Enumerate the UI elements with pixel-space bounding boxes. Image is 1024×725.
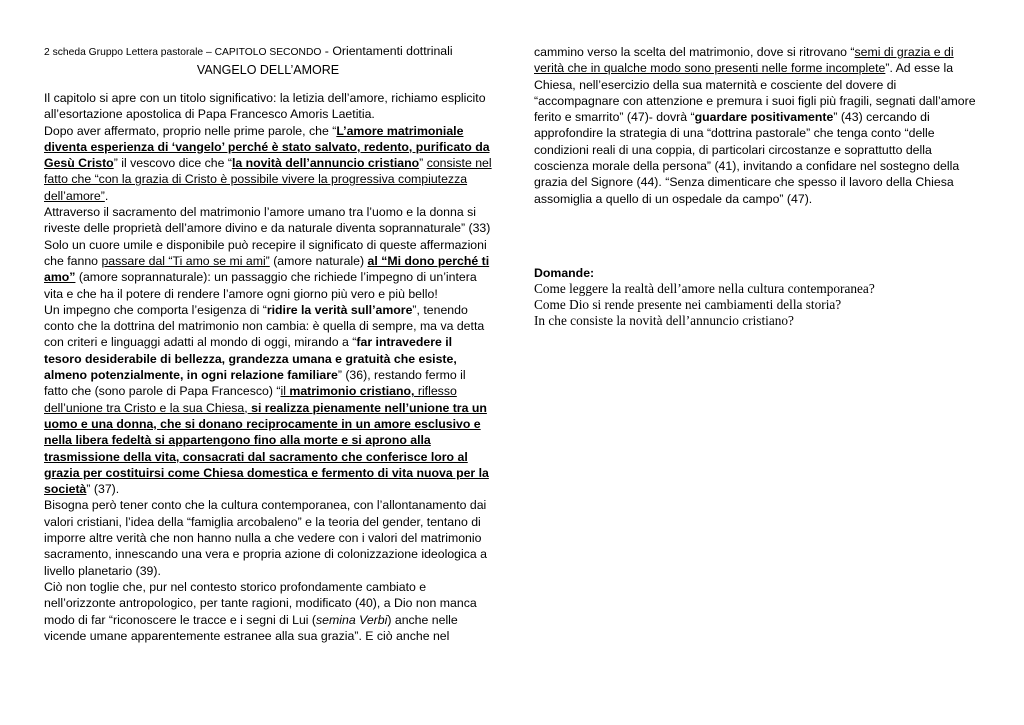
text-span: Un impegno che comporta l’esigenza di “ [44, 302, 267, 317]
right-column [534, 44, 982, 329]
text-span: ” (37). [86, 482, 120, 497]
text-span: ) anche nelle vicende umane apparentemente estranee alla sua grazia”. E ciò anche nel [44, 612, 458, 643]
underlined-text: il [280, 384, 290, 399]
paragraph-impegno [44, 302, 492, 498]
text-span: (amore naturale) [269, 253, 368, 268]
paragraph-cultura: Bisogna però tener conto che la cultura contemporanea, con l’allontanamento dai valori cristiani, l’idea della “famiglia arcobaleno” e la teoria del gender, tentano di imporre altre verità che non hanno nulla a che vedere con i valori del matrimonio sacramento, innescando una vera e propria azione di colonizzazione ideologica a livello planetario (39). [44, 498, 487, 578]
paragraph-semina-verbi [44, 579, 492, 644]
scheda-label: 2 scheda Gruppo Lettera pastorale – CAPITOLO SECONDO [44, 47, 322, 58]
paragraph-cammino [534, 44, 982, 207]
paragraph-sacramento: Attraverso il sacramento del matrimonio l’amore umano tra l’uomo e la donna si riveste delle proprietà dell’amore divino e da naturale diventa soprannaturale” (33) [44, 205, 491, 236]
bold-text: ridire la verità sull’amore [266, 302, 413, 317]
bold-underlined-quote: si realizza pienamente nell’unione tra un uomo e una donna, che si donano reciprocamente in un amore esclusivo e nella libera fedeltà si appartengono fino alla morte e si aprono alla trasmissione della vita, consacrati dal sacramento che conferisce loro al grazia per costituirsi come Chiesa domestica e fermento di vita nuova per la società [44, 400, 489, 497]
question-item: In che consiste la novità dell’annuncio cristiano? [534, 313, 794, 329]
text-span: ” il vescovo dice che “ [113, 156, 232, 171]
paragraph-amore-matrimoniale [44, 123, 492, 204]
text-span: . [104, 188, 109, 203]
underlined-text: passare dal “Ti amo se mi ami” [101, 253, 270, 268]
paragraph-intro: Il capitolo si apre con un titolo significativo: la letizia dell’amore, richiamo esplicito all’esortazione apostolica di Papa Francesco Amoris Laetitia. [44, 91, 486, 122]
bold-underlined-quote: al “Mi dono perché ti amo” [44, 253, 490, 285]
text-span: ” (43) cercando di approfondire la strategia di una “dottrina pastorale” che tenga conto “delle condizioni reali di una coppia, di particolari circostanze e soprattutto della coscienza morale della persona” (41), invitando a confidare nel sostegno della grazia del Signore (44). “Senza dimenticare che spesso il lavoro della Chiesa assomiglia a quello di un ospedale da campo” (47). [534, 110, 960, 206]
text-span: Solo un cuore umile e disponibile può recepire il significato di queste affermazioni che fanno [44, 237, 487, 268]
italic-text: semina Verbi [316, 612, 388, 627]
question-item: Come Dio si rende presente nei cambiamenti della storia? [534, 297, 842, 313]
document-title: VANGELO DELL’AMORE [196, 63, 340, 77]
question-item: Come leggere la realtà dell’amore nella cultura contemporanea? [534, 281, 875, 297]
bold-text: far intravedere il tesoro desiderabile di bellezza, grandezza umana e gratuità che esiste, almeno potenzialmente, in ogni relazione familiare [44, 335, 457, 383]
text-span: ”. Ad esse la Chiesa, nell’esercizio della sua maternità e cosciente del dovere di “accompagnare con attenzione e premura i suoi figli più fragili, segnati dall’amore ferito e smarrito” (47)- dovrà “ [534, 61, 976, 125]
text-span: ”, tenendo conto che la dottrina del matrimonio non cambia: è quella di sempre, ma va detta con criteri e linguaggi adatti al mondo di oggi, mirando a “ [44, 302, 485, 350]
bold-underlined-quote: matrimonio cristiano, [289, 384, 415, 399]
text-span: Ciò non toglie che, pur nel contesto storico profondamente cambiato e nell’orizzonte antropologico, per tante ragioni, modificato (40), a Dio non manca modo di far “riconoscere le tracce e i segni di Lui ( [44, 579, 477, 627]
bold-text: guardare positivamente [694, 110, 834, 125]
document-header [44, 44, 492, 60]
underlined-text: consiste nel fatto che “con la grazia di Cristo è possibile vivere la progressiva compiutezza dell’amore” [44, 156, 492, 203]
left-column [44, 44, 492, 644]
spacer [534, 207, 982, 265]
paragraph-cuore-umile [44, 237, 492, 302]
underlined-text: semi di grazia e di verità che in qualche modo sono presenti nelle forme incomplete [534, 45, 954, 76]
text-span: ” [419, 156, 427, 171]
underlined-text: riflesso dell’unione tra Cristo e la sua Chiesa, [44, 384, 457, 415]
text-span: Dopo aver affermato, proprio nelle prime parole, che “ [44, 123, 337, 138]
text-span: cammino verso la scelta del matrimonio, dove si ritrovano “ [534, 45, 855, 59]
questions-heading: Domande: [534, 265, 595, 280]
bold-underlined-quote: L’amore matrimoniale diventa esperienza di ‘vangelo’ perché è stato salvato, redento, purificato da Gesù Cristo [44, 123, 490, 171]
text-span: ” (36), restando fermo il fatto che (sono parole di Papa Francesco) “ [44, 368, 466, 399]
bold-underlined-quote: la novità dell’annuncio cristiano [231, 156, 420, 171]
text-span: (amore soprannaturale): un passaggio che richiede l’impegno di un’intera vita e che ha il potere di rendere l’amore ogni giorno più vero e più bello! [44, 270, 477, 301]
header-subtitle: - Orientamenti dottrinali [321, 44, 453, 58]
